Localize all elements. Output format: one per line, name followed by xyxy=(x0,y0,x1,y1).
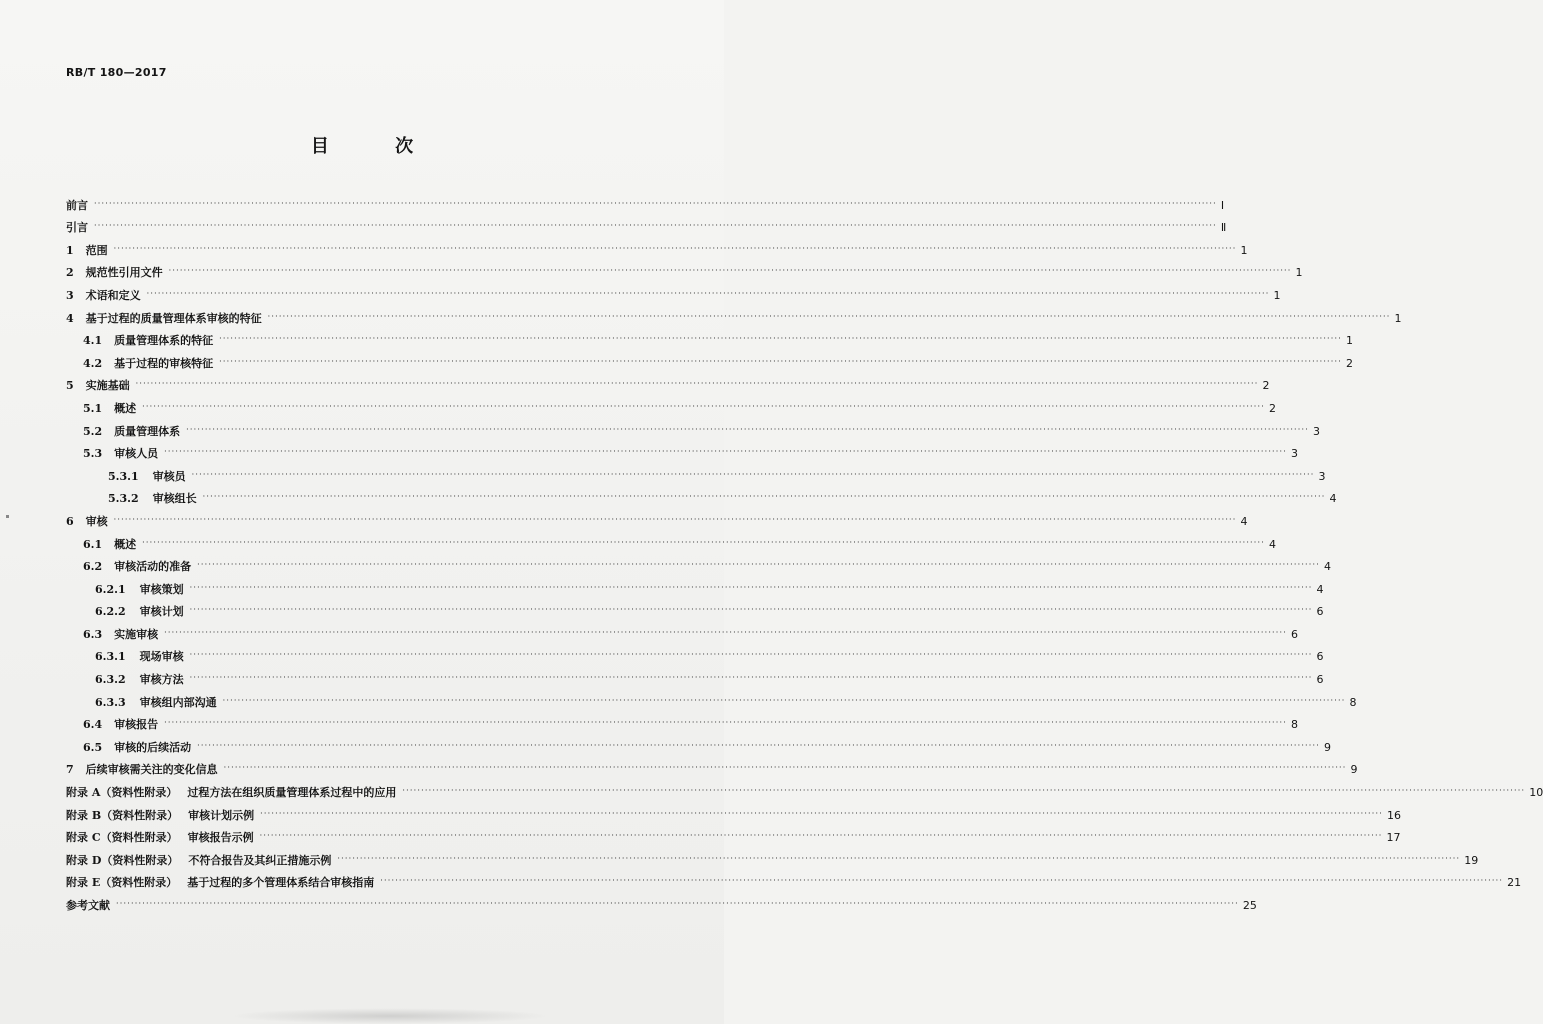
toc-entry[interactable] xyxy=(66,642,1324,665)
toc-entry-number: 4 xyxy=(66,311,74,325)
toc-leader-dots: ············································································································································································································································································································ xyxy=(164,718,1288,728)
toc-entry[interactable] xyxy=(66,574,1324,597)
toc-entry-page: 4 xyxy=(1269,537,1277,551)
toc-entry-number: 5.1 xyxy=(83,401,103,415)
toc-entry[interactable] xyxy=(66,235,1248,258)
toc-entry[interactable] xyxy=(66,190,1225,213)
page-title: 目 次 xyxy=(310,136,444,157)
toc-entry-label: 审核人员 xyxy=(114,447,159,461)
toc-entry-page: 1 xyxy=(1394,311,1402,325)
toc-entry-number: 2 xyxy=(66,266,74,280)
toc-entry-label: 术语和定义 xyxy=(85,288,141,302)
toc-leader-dots: ············································································································································································································································································································ xyxy=(186,424,1310,434)
toc-entry-page: 19 xyxy=(1464,853,1479,867)
toc-leader-dots: ············································································································································································································································································································ xyxy=(219,334,1343,344)
toc-leader-dots: ············································································································································································································································································································ xyxy=(142,401,1266,411)
toc-entry-page: 8 xyxy=(1291,718,1299,732)
toc-entry[interactable] xyxy=(66,800,1402,823)
toc-leader-dots: ············································································································································································································································································································ xyxy=(219,356,1343,366)
toc-entry-page: 4 xyxy=(1324,560,1332,574)
toc-entry-label: 审核组内部沟通 xyxy=(139,695,217,709)
toc-entry-label: 质量管理体系的特征 xyxy=(114,334,214,348)
toc-entry[interactable] xyxy=(66,326,1354,349)
toc-entry-number: 3 xyxy=(66,288,74,302)
toc-entry[interactable] xyxy=(66,619,1299,642)
toc-leader-dots: ············································································································································································································································································································ xyxy=(337,853,1461,863)
toc-entry-number: 6.2.2 xyxy=(95,605,126,619)
toc-entry-number: 附录 A（资料性附录） xyxy=(66,786,178,800)
toc-entry-label: 规范性引用文件 xyxy=(85,266,163,280)
toc-leader-dots: ············································································································································································································································································································ xyxy=(142,537,1266,547)
toc-entry-label: 审核 xyxy=(85,514,108,528)
toc-leader-dots: ············································································································································································································································································································ xyxy=(146,288,1270,298)
toc-entry-page: 4 xyxy=(1240,514,1248,528)
toc-entry[interactable] xyxy=(66,439,1299,462)
toc-entry-label: 基于过程的质量管理体系审核的特征 xyxy=(85,311,262,325)
toc-entry-label: 概述 xyxy=(114,401,137,415)
toc-entry[interactable] xyxy=(66,529,1277,552)
toc-entry-number: 6 xyxy=(66,514,74,528)
toc-entry-label: 引言 xyxy=(66,221,88,235)
toc-entry[interactable] xyxy=(66,755,1358,778)
toc-entry-number: 4.1 xyxy=(83,334,103,348)
scan-mark xyxy=(6,515,9,518)
standard-code: RB/T 180—2017 xyxy=(66,66,167,79)
toc-entry-number: 5.3.1 xyxy=(108,469,139,483)
toc-entry-number: 7 xyxy=(66,763,74,777)
toc-entry-number: 5 xyxy=(66,379,74,393)
toc-entry-label: 概述 xyxy=(114,537,137,551)
toc-entry-page: Ⅱ xyxy=(1220,221,1227,235)
toc-leader-dots: ············································································································································································································································································································ xyxy=(189,673,1313,683)
toc-entry-label: 实施基础 xyxy=(85,379,130,393)
toc-entry-page: 8 xyxy=(1349,695,1357,709)
toc-entry-page: 1 xyxy=(1240,243,1248,257)
toc-leader-dots: ············································································································································································································································································································ xyxy=(267,311,1391,321)
toc-entry-page: 1 xyxy=(1346,334,1354,348)
toc-leader-dots: ············································································································································································································································································································ xyxy=(197,560,1321,570)
toc-entry-page: 21 xyxy=(1507,876,1522,890)
toc-entry-number: 6.4 xyxy=(83,718,103,732)
toc-entry-number: 6.2 xyxy=(83,560,103,574)
toc-entry-label: 范围 xyxy=(85,243,108,257)
toc-leader-dots: ············································································································································································································································································································ xyxy=(189,650,1313,660)
toc-entry-page: 10 xyxy=(1529,786,1543,800)
toc-entry-number: 附录 B（资料性附录） xyxy=(66,808,179,822)
toc-entry[interactable] xyxy=(66,868,1522,891)
toc-leader-dots: ············································································································································································································································································································ xyxy=(222,695,1346,705)
toc-entry[interactable] xyxy=(66,597,1324,620)
toc-leader-dots: ············································································································································································································································································································ xyxy=(135,379,1259,389)
toc-entry[interactable] xyxy=(66,416,1321,439)
toc-entry-label: 前言 xyxy=(66,198,88,212)
toc-entry-page: 6 xyxy=(1316,673,1324,687)
toc-entry-label: 后续审核需关注的变化信息 xyxy=(85,763,218,777)
toc-entry-label: 审核报告 xyxy=(114,718,159,732)
toc-entry-label: 审核计划示例 xyxy=(188,808,255,822)
toc-entry[interactable] xyxy=(66,393,1277,416)
toc-leader-dots: ············································································································································································································································································································ xyxy=(164,447,1288,457)
table-of-contents xyxy=(66,190,1543,913)
toc-entry[interactable] xyxy=(66,710,1299,733)
toc-entry-page: 17 xyxy=(1386,831,1401,845)
toc-entry[interactable] xyxy=(66,687,1357,710)
toc-entry-number: 5.3 xyxy=(83,447,103,461)
toc-entry-page: 9 xyxy=(1350,763,1358,777)
toc-entry-label: 参考文献 xyxy=(66,899,110,912)
toc-entry[interactable] xyxy=(66,823,1401,846)
toc-entry[interactable] xyxy=(66,213,1227,236)
toc-entry-page: 9 xyxy=(1324,740,1332,754)
toc-entry[interactable] xyxy=(66,348,1354,371)
toc-entry-number: 附录 E（资料性附录） xyxy=(66,876,178,890)
toc-leader-dots: ············································································································································································································································································································ xyxy=(113,243,1237,253)
toc-entry-label: 审核策划 xyxy=(139,582,184,596)
toc-entry-label: 基于过程的多个管理体系结合审核指南 xyxy=(187,876,375,890)
toc-leader-dots: ············································································································································································································································································································ xyxy=(191,469,1315,479)
toc-entry-page: 2 xyxy=(1269,401,1277,415)
toc-leader-dots: ············································································································································································································································································································ xyxy=(113,514,1237,524)
toc-leader-dots: ············································································································································································································································································································ xyxy=(380,876,1504,886)
toc-entry[interactable] xyxy=(66,484,1337,507)
toc-entry-page: 6 xyxy=(1291,627,1299,641)
toc-entry-label: 审核报告示例 xyxy=(187,831,254,845)
toc-leader-dots: ············································································································································································································································································································ xyxy=(202,492,1326,502)
toc-entry-number: 附录 C（资料性附录） xyxy=(66,831,178,845)
toc-entry-number: 6.3.1 xyxy=(95,650,126,664)
toc-entry-page: Ⅰ xyxy=(1220,198,1225,212)
toc-entry-number: 4.2 xyxy=(83,356,103,370)
toc-leader-dots: ············································································································································································································································································································ xyxy=(164,627,1288,637)
toc-entry[interactable] xyxy=(66,777,1543,800)
toc-entry-label: 审核活动的准备 xyxy=(114,560,192,574)
toc-entry-number: 6.2.1 xyxy=(95,582,126,596)
toc-leader-dots: ············································································································································································································································································································ xyxy=(259,831,1383,841)
toc-leader-dots: ············································································································································································································································································································ xyxy=(94,221,1217,231)
toc-entry-number: 1 xyxy=(66,243,74,257)
scan-smudge xyxy=(230,1008,550,1024)
toc-entry[interactable] xyxy=(66,732,1332,755)
toc-entry-label: 不符合报告及其纠正措施示例 xyxy=(188,853,332,867)
toc-entry[interactable] xyxy=(66,845,1479,868)
toc-entry-label: 审核的后续活动 xyxy=(114,740,192,754)
toc-leader-dots: ············································································································································································································································································································ xyxy=(94,198,1217,208)
toc-entry-label: 审核员 xyxy=(152,469,186,483)
toc-entry[interactable] xyxy=(66,461,1326,484)
toc-leader-dots: ············································································································································································································································································································ xyxy=(189,605,1313,615)
toc-entry-number: 5.2 xyxy=(83,424,103,438)
toc-entry-label: 现场审核 xyxy=(139,650,184,664)
toc-entry-number: 5.3.2 xyxy=(108,492,139,506)
toc-entry[interactable] xyxy=(66,280,1281,303)
toc-entry[interactable] xyxy=(66,552,1332,575)
toc-entry[interactable] xyxy=(66,664,1324,687)
toc-entry-label: 审核方法 xyxy=(139,673,184,687)
toc-leader-dots: ············································································································································································································································································································ xyxy=(260,808,1384,818)
toc-entry-page: 6 xyxy=(1316,605,1324,619)
toc-entry-label: 审核计划 xyxy=(139,605,184,619)
toc-entry-number: 附录 D（资料性附录） xyxy=(66,853,179,867)
toc-entry-label: 实施审核 xyxy=(114,627,159,641)
toc-entry-page: 25 xyxy=(1242,899,1257,912)
toc-leader-dots: ············································································································································································································································································································ xyxy=(402,786,1526,796)
toc-entry-page: 4 xyxy=(1329,492,1337,506)
toc-entry-page: 16 xyxy=(1387,808,1402,822)
toc-entry[interactable] xyxy=(66,258,1303,281)
toc-entry-number: 6.3 xyxy=(83,627,103,641)
toc-leader-dots: ············································································································································································································································································································ xyxy=(197,740,1321,750)
toc-entry-label: 基于过程的审核特征 xyxy=(114,356,214,370)
toc-entry[interactable] xyxy=(66,890,1257,913)
toc-entry-number: 6.1 xyxy=(83,537,103,551)
toc-entry-number: 6.3.3 xyxy=(95,695,126,709)
toc-leader-dots: ············································································································································································································································································································ xyxy=(189,582,1313,592)
toc-entry-number: 6.5 xyxy=(83,740,103,754)
toc-entry-page: 2 xyxy=(1262,379,1270,393)
toc-entry-page: 1 xyxy=(1295,266,1303,280)
toc-entry-page: 6 xyxy=(1316,650,1324,664)
toc-entry-page: 2 xyxy=(1346,356,1354,370)
toc-entry[interactable] xyxy=(66,371,1270,394)
toc-entry-page: 1 xyxy=(1273,288,1281,302)
toc-entry[interactable] xyxy=(66,506,1248,529)
toc-leader-dots: ············································································································································································································································································································ xyxy=(223,763,1347,773)
toc-entry-page: 4 xyxy=(1316,582,1324,596)
toc-entry-number: 6.3.2 xyxy=(95,673,126,687)
toc-entry-label: 质量管理体系 xyxy=(114,424,181,438)
toc-leader-dots: ············································································································································································································································································································ xyxy=(116,899,1239,908)
toc-entry-page: 3 xyxy=(1291,447,1299,461)
toc-entry-label: 过程方法在组织质量管理体系过程中的应用 xyxy=(187,786,397,800)
toc-entry-label: 审核组长 xyxy=(152,492,197,506)
toc-entry-page: 3 xyxy=(1318,469,1326,483)
toc-entry-page: 3 xyxy=(1313,424,1321,438)
toc-leader-dots: ············································································································································································································································································································ xyxy=(168,266,1292,276)
toc-entry[interactable] xyxy=(66,303,1402,326)
